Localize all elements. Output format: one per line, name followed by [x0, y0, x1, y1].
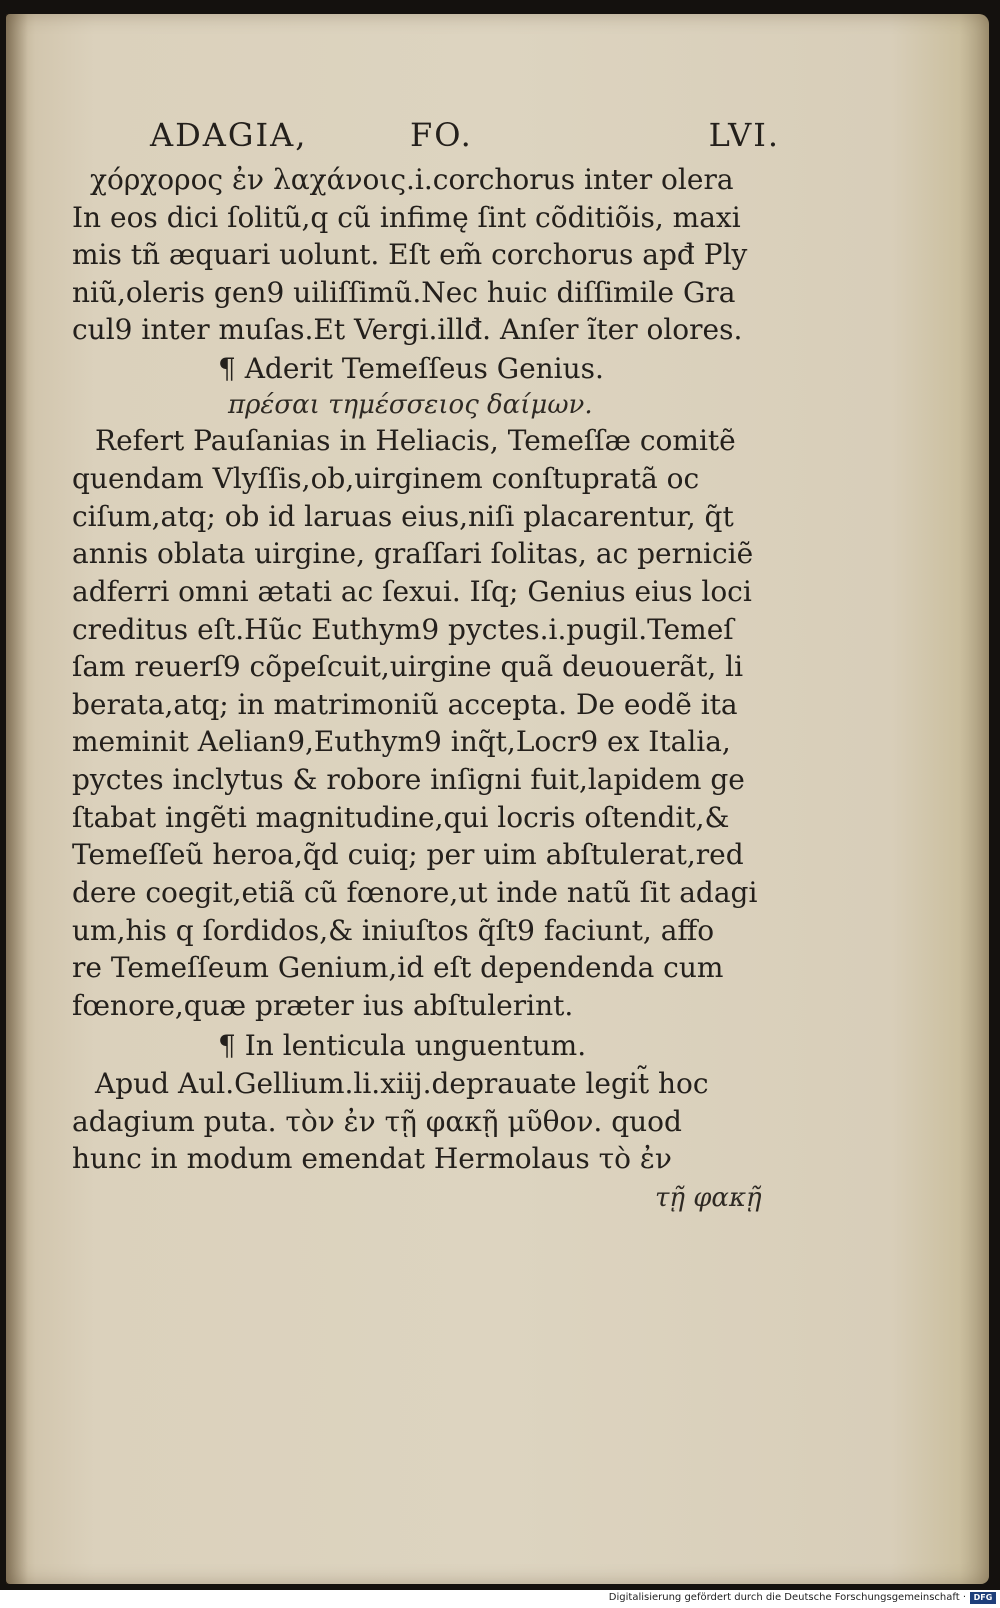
- text-line: χόρχορος ἐν λαχάνοις.i.corchorus inter olera: [90, 163, 734, 196]
- text-line: ſam reuerſ9 cõpeſcuit,uirgine quã deuouerãt, li: [72, 650, 744, 683]
- text-line: fœnore,quæ præter ius abſtulerint.: [72, 989, 574, 1022]
- section-heading: ¶ Aderit Temeſſeus Genius.: [218, 352, 604, 385]
- text-line: re Temeſſeum Genium,id eſt dependenda cum: [72, 951, 724, 984]
- text-line: In eos dici ſolitũ,q cũ infimę ſint cõditiõis, maxi: [72, 201, 741, 234]
- text-line: niũ,oleris gen9 uiliſſimũ.Nec huic diſſimile Gra: [72, 276, 736, 309]
- header-folio-number: LVI.: [708, 116, 780, 154]
- greek-catchword: τῇ φακῇ: [655, 1183, 762, 1213]
- greek-proverb: πρέσαι τημέσσειος δαίμων.: [228, 390, 593, 420]
- page-gutter-shadow: [6, 14, 28, 1584]
- text-line: ciſum,atq; ob id laruas eius,niſi placarentur, q̃t: [72, 500, 734, 533]
- text-line: mis tñ æquari uolunt. Eſt em̃ corchorus apđ Ply: [72, 238, 748, 271]
- footer-bar: [0, 1590, 1000, 1608]
- text-line: meminit Aelian9,Euthym9 inq̃t,Locr9 ex Italia,: [72, 725, 731, 758]
- text-line: Refert Pauſanias in Heliacis, Temeſſæ comitẽ: [95, 424, 736, 457]
- text-line: quendam Vlyſſis,ob,uirginem conſtupratã oc: [72, 462, 700, 495]
- dfg-logo: DFG: [970, 1592, 996, 1604]
- text-line: Apud Aul.Gellium.li.xiij.deprauate legit̃ hoc: [95, 1067, 709, 1100]
- header-folio-label: FO.: [410, 116, 473, 154]
- text-line: adagium puta. τὸν ἐν τῇ φακῇ μῦθον. quod: [72, 1105, 682, 1138]
- text-line: hunc in modum emendat Hermolaus τὸ ἐν: [72, 1142, 672, 1175]
- text-line: annis oblata uirgine, graſſari ſolitas, ac perniciẽ: [72, 537, 754, 570]
- text-line: ſtabat ingẽti magnitudine,qui locris oſtendit,&: [72, 801, 730, 834]
- section-heading: ¶ In lenticula unguentum.: [218, 1029, 587, 1062]
- text-line: berata,atq; in matrimoniũ accepta. De eodẽ ita: [72, 688, 738, 721]
- text-line: Temeſſeũ heroa,q̃d cuiq; per uim abſtulerat,red: [72, 838, 744, 871]
- text-line: adferri omni ætati ac ſexui. Iſq; Genius eius loci: [72, 575, 752, 608]
- text-line: cul9 inter muſas.Et Vergi.illđ. Anſer ĩter olores.: [72, 313, 743, 346]
- running-header: [150, 116, 780, 158]
- text-line: creditus eſt.Hũc Euthym9 pyctes.i.pugil.Temeſ: [72, 613, 734, 646]
- text-line: um,his q ſordidos,& iniuſtos q̃ſt9 faciunt, affo: [72, 914, 715, 947]
- text-line: dere coegit,etiã cũ fœnore,ut inde natũ ſit adagi: [72, 876, 758, 909]
- header-title: ADAGIA,: [150, 116, 308, 154]
- footer-credit: Digitalisierung gefördert durch die Deutsche Forschungsgemeinschaft ·: [608, 1592, 966, 1603]
- text-line: pyctes inclytus & robore inſigni fuit,lapidem ge: [72, 763, 745, 796]
